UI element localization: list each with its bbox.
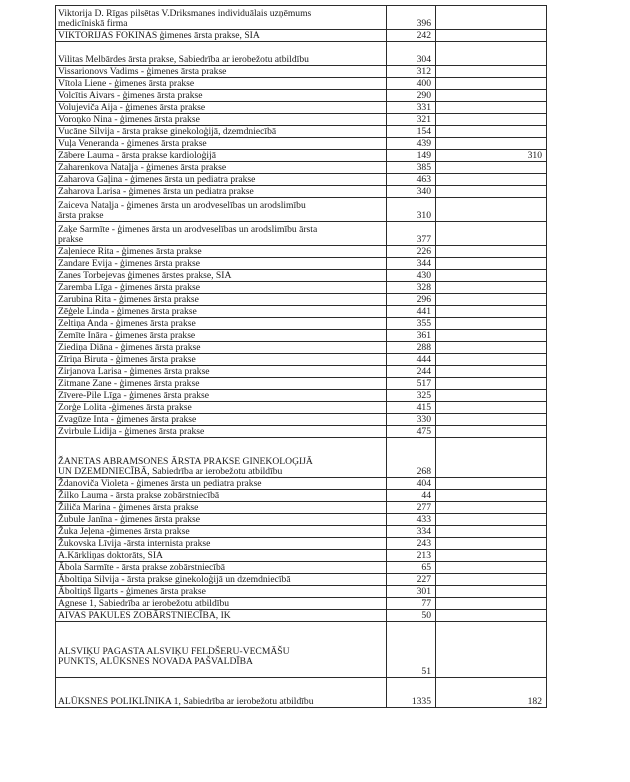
table-row: [56, 6, 547, 30]
provider-name-cell: [56, 246, 387, 258]
provider-name-line: Viktorija D. Rīgas pilsētas V.Driksmanes individuālais uzņēmums: [58, 8, 312, 19]
extra-count-cell: [436, 550, 547, 562]
provider-name-line: A.Kārkliņas doktorāts, SIA: [58, 550, 163, 561]
table-row: [56, 150, 547, 162]
provider-name-cell: [56, 438, 387, 478]
table-row: [56, 438, 547, 478]
provider-name-line: Zeltiņa Anda - ģimenes ārsta prakse: [58, 318, 196, 329]
table-row: [56, 402, 547, 414]
provider-name-line: Zorģe Lolita -ģimenes ārsta prakse: [58, 402, 192, 413]
provider-name-cell: [56, 390, 387, 402]
provider-name-cell: [56, 318, 387, 330]
extra-count-cell: [436, 354, 547, 366]
provider-name-cell: [56, 30, 387, 42]
provider-name-line: Āboltiņš Ilgarts - ģimenes ārsta prakse: [58, 586, 206, 597]
table-row: [56, 66, 547, 78]
extra-count-cell: [436, 478, 547, 490]
extra-count-cell: [436, 162, 547, 174]
table-row: [56, 678, 547, 708]
count-cell: 65: [387, 562, 436, 574]
table-row: [56, 90, 547, 102]
provider-name-line: Agnese 1, Sabiedrība ar ierobežotu atbildību: [58, 598, 230, 609]
provider-name-cell: [56, 42, 387, 66]
table-row: [56, 574, 547, 586]
extra-count-cell: [436, 174, 547, 186]
provider-name-cell: [56, 402, 387, 414]
count-cell: 344: [387, 258, 436, 270]
provider-name-cell: [56, 258, 387, 270]
extra-count-cell: [436, 318, 547, 330]
extra-count-cell: [436, 114, 547, 126]
count-cell: 415: [387, 402, 436, 414]
extra-count-cell: [436, 402, 547, 414]
provider-name-line: Žubule Janīna - ģimenes ārsta prakse: [58, 514, 200, 525]
count-cell: 44: [387, 490, 436, 502]
table-row: [56, 186, 547, 198]
provider-name-line: ALŪKSNES POLIKLĪNIKA 1, Sabiedrība ar ierobežotu atbildību: [58, 696, 314, 707]
provider-name-line: Zvirbule Lidija - ģimenes ārsta prakse: [58, 426, 205, 437]
provider-name-line: Zvagūze Inta - ģimenes ārsta prakse: [58, 414, 197, 425]
count-cell: 430: [387, 270, 436, 282]
table-row: [56, 390, 547, 402]
provider-name-cell: [56, 414, 387, 426]
table-row: [56, 538, 547, 550]
table-row: [56, 514, 547, 526]
extra-count-cell: [436, 186, 547, 198]
extra-count-cell: [436, 222, 547, 246]
table-row: [56, 78, 547, 90]
provider-name-cell: [56, 610, 387, 622]
extra-count-cell: [436, 270, 547, 282]
extra-count-cell: [436, 438, 547, 478]
provider-name-line: Vucāne Silvija - ārsta prakse ginekoloģijā, dzemdniecībā: [58, 126, 277, 137]
count-cell: 334: [387, 526, 436, 538]
table-row: [56, 562, 547, 574]
provider-name-cell: [56, 678, 387, 708]
table-row: [56, 598, 547, 610]
extra-count-cell: [436, 30, 547, 42]
provider-name-line: Zaiceva Nataļja - ģimenes ārsta un arodveselības un arodslimību: [58, 200, 306, 211]
extra-count-cell: 310: [436, 150, 547, 162]
provider-name-line: prakse: [58, 234, 84, 245]
provider-name-line: ALSVIĶU PAGASTA ALSVIĶU FELDŠERU-VECMĀŠU: [58, 646, 290, 657]
provider-name-line: medicīniskā firma: [58, 18, 128, 29]
provider-name-line: Ziediņa Diāna - ģimenes ārsta prakse: [58, 342, 201, 353]
provider-name-line: Žuka Jeļena -ģimenes ārsta prakse: [58, 526, 190, 537]
provider-name-line: Zitmane Zane - ģimenes ārsta prakse: [58, 378, 200, 389]
table-row: [56, 126, 547, 138]
extra-count-cell: [436, 538, 547, 550]
provider-name-line: Žiliča Marina - ģimenes ārsta prakse: [58, 502, 199, 513]
extra-count-cell: [436, 246, 547, 258]
count-cell: 243: [387, 538, 436, 550]
extra-count-cell: [436, 574, 547, 586]
table-row: [56, 342, 547, 354]
provider-name-line: Vilitas Melbārdes ārsta prakse, Sabiedrība ar ierobežotu atbildību: [58, 54, 309, 65]
extra-count-cell: [436, 6, 547, 30]
extra-count-cell: [436, 90, 547, 102]
table-row: [56, 258, 547, 270]
table-row: [56, 306, 547, 318]
count-cell: 268: [387, 438, 436, 478]
extra-count-cell: [436, 282, 547, 294]
provider-name-line: Zīvere-Pile Līga - ģimenes ārsta prakse: [58, 390, 210, 401]
provider-name-line: UN DZEMDNIECĪBĀ, Sabiedrība ar ierobežotu atbildību: [58, 466, 283, 477]
table-row: [56, 270, 547, 282]
provider-name-cell: [56, 186, 387, 198]
table-row: [56, 282, 547, 294]
extra-count-cell: [436, 294, 547, 306]
provider-name-cell: [56, 114, 387, 126]
extra-count-cell: [436, 502, 547, 514]
count-cell: 50: [387, 610, 436, 622]
provider-name-cell: [56, 538, 387, 550]
provider-name-line: Zarubina Rita - ģimenes ārsta prakse: [58, 294, 199, 305]
provider-name-line: Zaharova Gaļina - ģimenes ārsta un pediatra prakse: [58, 174, 256, 185]
count-cell: 385: [387, 162, 436, 174]
count-cell: 328: [387, 282, 436, 294]
count-cell: 312: [387, 66, 436, 78]
table-row: [56, 610, 547, 622]
provider-name-line: Žilko Lauma - ārsta prakse zobārstniecībā: [58, 490, 220, 501]
extra-count-cell: [436, 306, 547, 318]
extra-count-cell: [436, 258, 547, 270]
data-table: [55, 5, 547, 708]
provider-name-line: Zaharova Larisa - ģimenes ārsta un pediatra prakse: [58, 186, 254, 197]
provider-name-line: VIKTORIJAS FOKINAS ģimenes ārsta prakse, SIA: [58, 30, 260, 41]
extra-count-cell: [436, 562, 547, 574]
count-cell: 227: [387, 574, 436, 586]
count-cell: 226: [387, 246, 436, 258]
provider-name-cell: [56, 490, 387, 502]
table-row: [56, 426, 547, 438]
extra-count-cell: [436, 126, 547, 138]
count-cell: 242: [387, 30, 436, 42]
extra-count-cell: [436, 42, 547, 66]
count-cell: 463: [387, 174, 436, 186]
provider-name-line: Žukovska Līvija -ārsta internista prakse: [58, 538, 211, 549]
count-cell: 51: [387, 622, 436, 678]
provider-name-cell: [56, 294, 387, 306]
extra-count-cell: [436, 102, 547, 114]
extra-count-cell: 182: [436, 678, 547, 708]
count-cell: 444: [387, 354, 436, 366]
table-row: [56, 622, 547, 678]
provider-name-cell: [56, 526, 387, 538]
table-row: [56, 502, 547, 514]
count-cell: 396: [387, 6, 436, 30]
count-cell: 154: [387, 126, 436, 138]
table-row: [56, 330, 547, 342]
provider-name-line: Ždanoviča Violeta - ģimenes ārsta un pediatra prakse: [58, 478, 262, 489]
count-cell: 331: [387, 102, 436, 114]
extra-count-cell: [436, 78, 547, 90]
extra-count-cell: [436, 598, 547, 610]
provider-name-cell: [56, 586, 387, 598]
provider-name-cell: [56, 354, 387, 366]
table-row: [56, 138, 547, 150]
table-row: [56, 478, 547, 490]
provider-name-cell: [56, 138, 387, 150]
provider-name-line: Vītola Liene - ģimenes ārsta prakse: [58, 78, 195, 89]
count-cell: 244: [387, 366, 436, 378]
provider-name-cell: [56, 66, 387, 78]
provider-name-cell: [56, 366, 387, 378]
provider-name-line: Volujeviča Aija - ģimenes ārsta prakse: [58, 102, 206, 113]
extra-count-cell: [436, 390, 547, 402]
table-row: [56, 586, 547, 598]
provider-name-cell: [56, 222, 387, 246]
provider-name-line: Zandare Evija - ģimenes ārsta prakse: [58, 258, 200, 269]
extra-count-cell: [436, 426, 547, 438]
count-cell: 400: [387, 78, 436, 90]
table-row: [56, 414, 547, 426]
count-cell: 340: [387, 186, 436, 198]
provider-name-line: Zaķe Sarmīte - ģimenes ārsta un arodveselības un arodslimību ārsta: [58, 224, 318, 235]
provider-name-cell: [56, 90, 387, 102]
provider-name-line: [58, 667, 384, 677]
provider-name-cell: [56, 270, 387, 282]
provider-name-line: PUNKTS, ALŪKSNES NOVADA PAŠVALDĪBA: [58, 656, 253, 667]
provider-name-cell: [56, 502, 387, 514]
provider-name-line: AIVAS PAKULES ZOBĀRSTNIECĪBA, IK: [58, 610, 231, 621]
table-body: [56, 6, 547, 708]
extra-count-cell: [436, 378, 547, 390]
table-row: [56, 222, 547, 246]
provider-name-cell: [56, 426, 387, 438]
provider-name-cell: [56, 574, 387, 586]
count-cell: 475: [387, 426, 436, 438]
count-cell: 288: [387, 342, 436, 354]
extra-count-cell: [436, 414, 547, 426]
table-row: [56, 162, 547, 174]
extra-count-cell: [436, 330, 547, 342]
count-cell: 441: [387, 306, 436, 318]
provider-name-line: Voroņko Nina - ģimenes ārsta prakse: [58, 114, 200, 125]
extra-count-cell: [436, 610, 547, 622]
extra-count-cell: [436, 490, 547, 502]
provider-name-line: Āboltiņa Silvija - ārsta prakse ginekoloģijā un dzemdniecībā: [58, 574, 291, 585]
provider-name-line: Zaremba Līga - ģimenes ārsta prakse: [58, 282, 200, 293]
provider-name-line: Zemīte Ināra - ģimenes ārsta prakse: [58, 330, 196, 341]
table-row: [56, 102, 547, 114]
provider-name-line: Ābola Sarmīte - ārsta prakse zobārstniecībā: [58, 562, 226, 573]
count-cell: 301: [387, 586, 436, 598]
provider-name-cell: [56, 102, 387, 114]
table-row: [56, 526, 547, 538]
count-cell: 439: [387, 138, 436, 150]
extra-count-cell: [436, 138, 547, 150]
count-cell: 149: [387, 150, 436, 162]
provider-name-cell: [56, 598, 387, 610]
count-cell: 355: [387, 318, 436, 330]
count-cell: 1335: [387, 678, 436, 708]
table-row: [56, 42, 547, 66]
provider-name-line: Vuļa Veneranda - ģimenes ārsta prakse: [58, 138, 207, 149]
provider-name-cell: [56, 306, 387, 318]
provider-name-cell: [56, 622, 387, 678]
count-cell: 404: [387, 478, 436, 490]
extra-count-cell: [436, 514, 547, 526]
provider-name-cell: [56, 282, 387, 294]
table-row: [56, 354, 547, 366]
table-row: [56, 174, 547, 186]
table-row: [56, 378, 547, 390]
count-cell: 321: [387, 114, 436, 126]
count-cell: 290: [387, 90, 436, 102]
extra-count-cell: [436, 342, 547, 354]
provider-name-line: Volcītis Aivars - ģimenes ārsta prakse: [58, 90, 203, 101]
provider-name-line: Zanes Torbejevas ģimenes ārstes prakse, SIA: [58, 270, 232, 281]
provider-name-cell: [56, 198, 387, 222]
table-row: [56, 490, 547, 502]
provider-name-cell: [56, 378, 387, 390]
count-cell: 433: [387, 514, 436, 526]
count-cell: 77: [387, 598, 436, 610]
provider-name-cell: [56, 342, 387, 354]
provider-name-cell: [56, 478, 387, 490]
table-row: [56, 550, 547, 562]
table-row: [56, 366, 547, 378]
count-cell: 310: [387, 198, 436, 222]
provider-name-cell: [56, 514, 387, 526]
provider-name-cell: [56, 6, 387, 30]
provider-name-line: Zīriņa Biruta - ģimenes ārsta prakse: [58, 354, 196, 365]
provider-name-line: ārsta prakse: [58, 210, 104, 221]
count-cell: 330: [387, 414, 436, 426]
provider-name-line: Zēģele Linda - ģimenes ārsta prakse: [58, 306, 197, 317]
provider-name-cell: [56, 150, 387, 162]
provider-name-line: Zaharenkova Nataļja - ģimenes ārsta prakse: [58, 162, 227, 173]
provider-name-line: Zirjanova Larisa - ģimenes ārsta prakse: [58, 366, 210, 377]
count-cell: 325: [387, 390, 436, 402]
count-cell: 517: [387, 378, 436, 390]
extra-count-cell: [436, 622, 547, 678]
provider-name-cell: [56, 174, 387, 186]
extra-count-cell: [436, 198, 547, 222]
table-row: [56, 198, 547, 222]
provider-name-cell: [56, 162, 387, 174]
table-row: [56, 114, 547, 126]
provider-name-cell: [56, 562, 387, 574]
provider-name-cell: [56, 78, 387, 90]
count-cell: 361: [387, 330, 436, 342]
extra-count-cell: [436, 586, 547, 598]
count-cell: 213: [387, 550, 436, 562]
count-cell: 377: [387, 222, 436, 246]
table-row: [56, 318, 547, 330]
table-row: [56, 294, 547, 306]
provider-name-line: Vissarionovs Vadims - ģimenes ārsta prakse: [58, 66, 227, 77]
extra-count-cell: [436, 66, 547, 78]
table-row: [56, 30, 547, 42]
provider-name-cell: [56, 330, 387, 342]
table-row: [56, 246, 547, 258]
count-cell: 277: [387, 502, 436, 514]
provider-name-cell: [56, 550, 387, 562]
provider-name-cell: [56, 126, 387, 138]
extra-count-cell: [436, 366, 547, 378]
extra-count-cell: [436, 526, 547, 538]
provider-name-line: ŽANETAS ABRAMSONES ĀRSTA PRAKSE GINEKOLOĢIJĀ: [58, 456, 313, 467]
count-cell: 296: [387, 294, 436, 306]
provider-name-line: Zābere Lauma - ārsta prakse kardioloģijā: [58, 150, 216, 161]
provider-name-line: Zaļeniece Rita - ģimenes ārsta prakse: [58, 246, 202, 257]
count-cell: 304: [387, 42, 436, 66]
